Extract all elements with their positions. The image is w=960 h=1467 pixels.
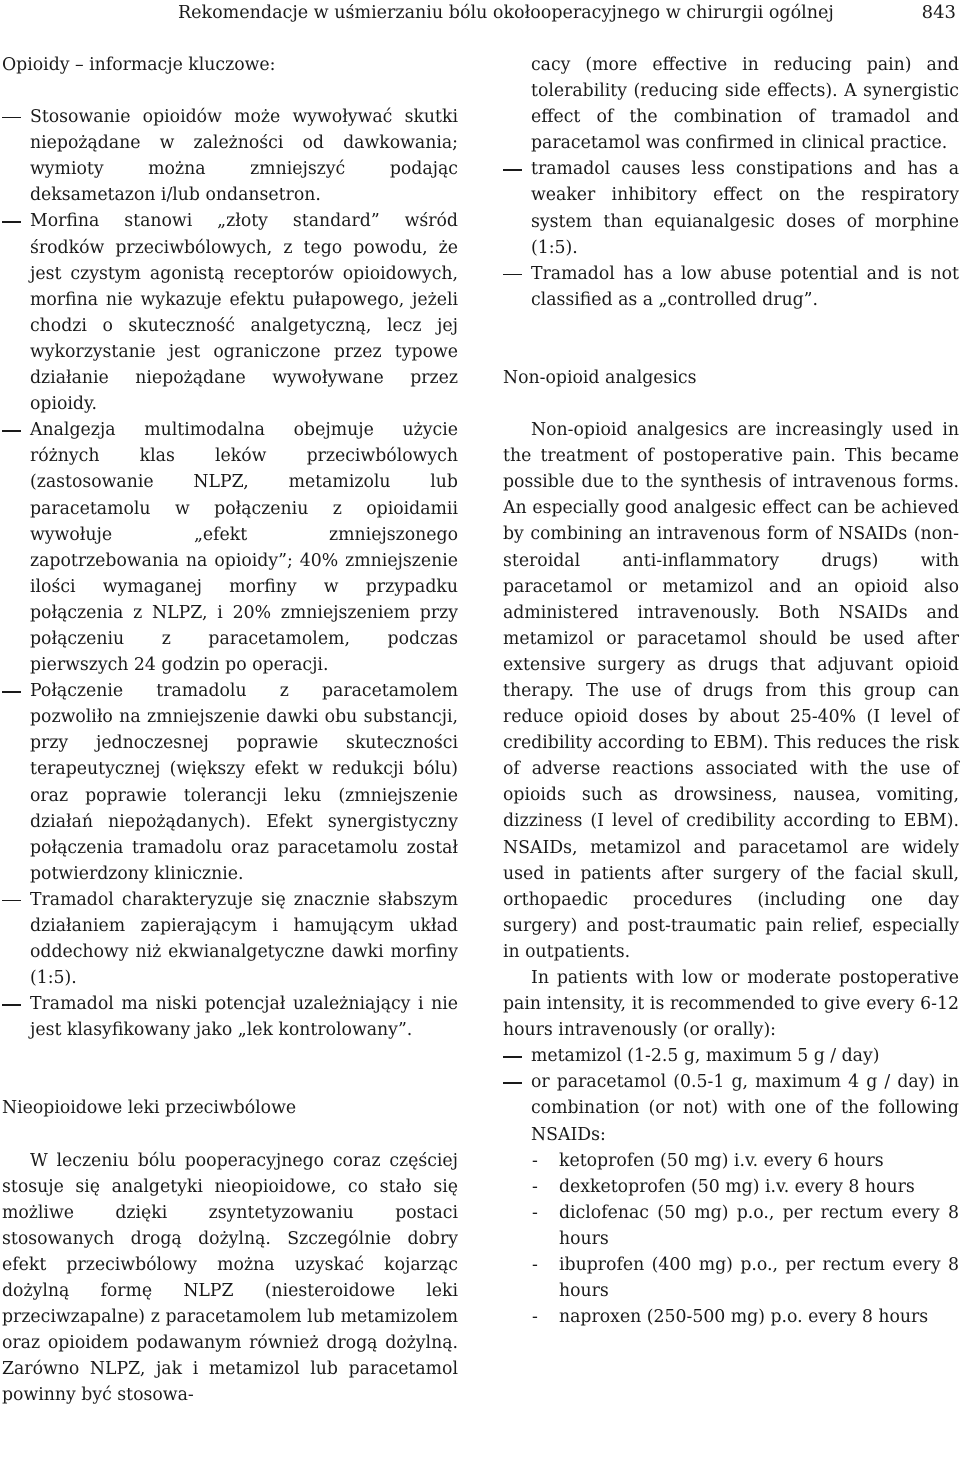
list-item: Analgezja multimodalna obejmuje użycie różnych klas leków przeciwbólowych (zastosowanie NLPZ, metamizolu lub paracetamolu w połączeniu z opioidamii wywołuje „efekt zmniejszonego zapotrzebowania na opioidy”; 40% zmniejszenie ilości wymaganej morfiny w przypadku połączenia z NLPZ, i 20% zmniejszeniem przy połączeniu z paracetamolem, podczas pierwszych 24 godzin po operacji. [2,417,458,678]
item-mark: - [532,1176,538,1197]
page-number: 843 [921,2,956,23]
list-item: Połączenie tramadolu z paracetamolem pozwoliło na zmniejszenie dawki obu substancji, przy jednoczesnej poprawie skuteczności terapeutycznej (większy efekt w redukcji bólu) oraz poprawie tolerancji leku (zmniejszenie działań niepożądanych). Efekt synergistyczny połączenia tramadolu oraz paracetamolu został potwierdzony klinicznie. [2,678,458,887]
dose-item: metamizol (1-2.5 g, maximum 5 g / day) [503,1043,959,1069]
nsaid-item [503,1200,959,1252]
running-header [0,0,960,30]
spacer [2,78,458,104]
left-column [2,52,458,1409]
list-item: Tramadol ma niski potencjał uzależniający i nie jest klasyfikowany jako „lek kontrolowany”. [2,991,458,1043]
nsaid-text: naproxen (250-500 mg) p.o. every 8 hours [559,1307,929,1328]
item-mark: - [532,1202,538,1223]
list-item: Morfina stanowi „złoty standard” wśród środków przeciwbólowych, z tego powodu, że jest czystym agonistą receptorów opioidowych, morfina nie wykazuje efektu pułapowego, jeżeli chodzi o skuteczność analgetyczną, lecz jej wykorzystanie jest ograniczone przez typowe działanie niepożądane wywoływane przez opioidy. [2,208,458,417]
list-item: Tramadol charakteryzuje się znacznie słabszym działaniem zapierającym i hamującym układ oddechowy niż ekwianalgetyczne dawki morfiny (1:5). [2,887,458,991]
paragraph: In patients with low or moderate postoperative pain intensity, it is recommended to give every 6-12 hours intravenously (or orally): [503,968,959,1041]
spacer [2,1122,458,1148]
nsaid-item [503,1148,959,1174]
nsaid-item [503,1174,959,1200]
nsaid-text: ketoprofen (50 mg) i.v. every 6 hours [559,1150,884,1171]
continuation-text: cacy (more effective in reducing pain) and tolerability (reducing side effects). A synergistic effect of the combination of tramadol and paracetamol was confirmed in clinical practice. [531,55,959,154]
item-mark: - [532,1150,538,1171]
nsaid-text: dexketoprofen (50 mg) i.v. every 8 hours [559,1176,915,1197]
paragraph: Non-opioid analgesics are increasingly used in the treatment of postoperative pain. This became possible due to the synthesis of intravenous forms. An especially good analgesic effect can be achieved by combining an intravenous form of NSAIDs (non-steroidal anti-inflammatory drugs) with paracetamol or metamizol and an opioid also administered intravenously. Both NSAIDs and metamizol or paracetamol should be used after extensive surgery as drugs that adjuvant opioid therapy. The use of drugs from this group can reduce opioid doses by about 25-40% (I level of credibility according to EBM). This reduces the risk of adverse reactions associated with the use of opioids such as drowsiness, nausea, vomiting, dizziness (I level of credibility according to EBM). NSAIDs, metamizol and paracetamol are widely used in patients after surgery of the facial skull, orthopaedic procedures (including one day surgery) and post-traumatic pain relief, especially in outpatients. [503,420,959,962]
item-mark: - [532,1307,538,1328]
right-column [503,52,959,1330]
section-heading: Non-opioid analgesics [503,367,697,388]
nsaid-item [503,1252,959,1304]
item-mark: - [532,1255,538,1276]
spacer [503,391,959,417]
nsaid-text: ibuprofen (400 mg) p.o., per rectum every 8 hours [559,1255,959,1302]
list-item: tramadol causes less constipations and has a weaker inhibitory effect on the respiratory system than equianalgesic doses of morphine (1:5). [503,156,959,260]
spacer [503,313,959,365]
section-heading: Nieopioidowe leki przeciwbólowe [2,1098,297,1119]
paragraph: W leczeniu bólu pooperacyjnego coraz częściej stosuje się analgetyki nieopioidowe, co stało się możliwe dzięki zsyntetyzowaniu postaci stosowanych drogą dożylną. Szczególnie dobry efekt przeciwbólowy można uzyskać kojarząc dożylną formę NLPZ (niesteroidowe leki przeciwzapalne) z paracetamolem lub metamizolem oraz opioidem podawanym również drogą dożylną. Zarówno NLPZ, jak i metamizol lub paracetamol powinny być stosowa- [2,1150,458,1406]
dose-item: or paracetamol (0.5-1 g, maximum 4 g / day) in combination (or not) with one of the following NSAIDs: [503,1069,959,1147]
nsaid-text: diclofenac (50 mg) p.o., per rectum every 8 hours [559,1202,959,1249]
key-info-heading: Opioidy – informacje kluczowe: [2,55,276,75]
spacer [2,1043,458,1095]
list-item: Stosowanie opioidów może wywoływać skutki niepożądane w zależności od dawkowania; wymioty można zmniejszyć podając deksametazon i/lub ondansetron. [2,104,458,208]
running-title: Rekomendacje w uśmierzaniu bólu okołooperacyjnego w chirurgii ogólnej [178,3,834,23]
nsaid-item [503,1304,959,1330]
list-item: Tramadol has a low abuse potential and is not classified as a „controlled drug”. [503,261,959,313]
